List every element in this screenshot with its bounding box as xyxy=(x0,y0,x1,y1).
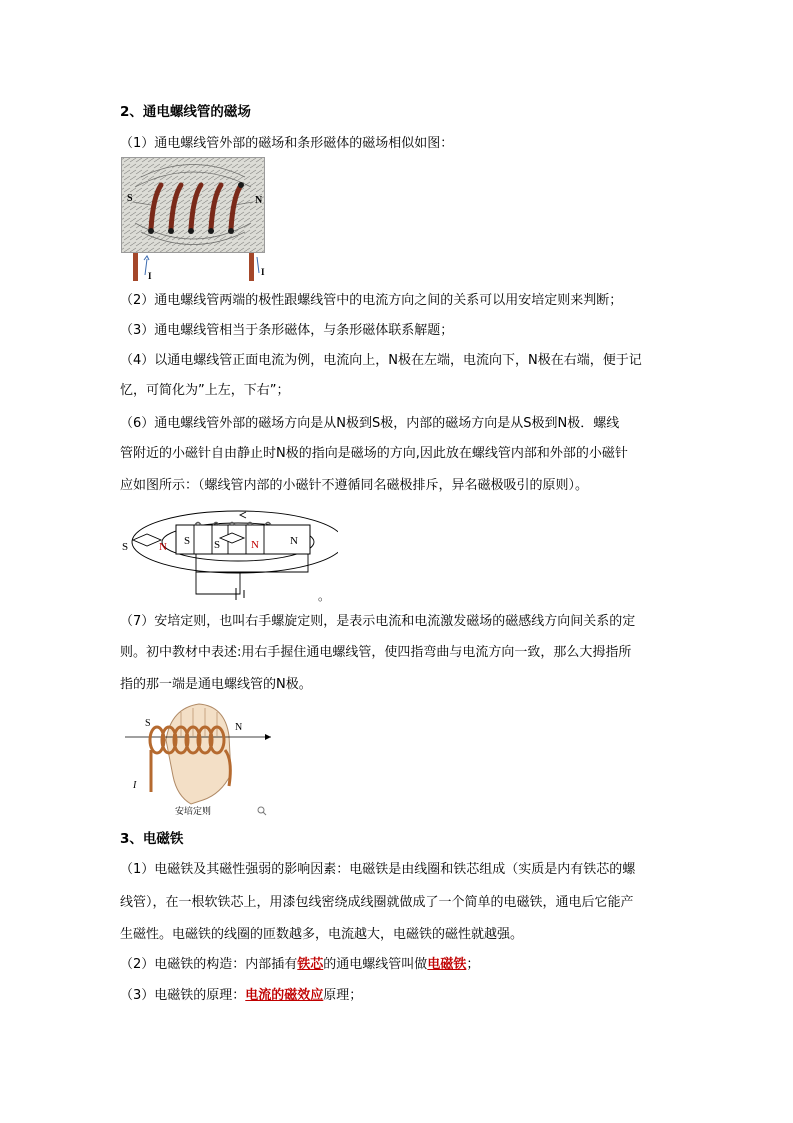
fig3-caption: 安培定则 xyxy=(175,807,212,817)
fig2-bar-right: N xyxy=(290,535,298,547)
fig3-label-s: S xyxy=(145,718,151,729)
paragraph-2-7-line3: 指的那一端是通电螺线管的N极。 xyxy=(120,677,312,692)
paragraph-3-1-line1: （1）电磁铁及其磁性强弱的影响因素：电磁铁是由线圈和铁芯组成（实质是内有铁芯的螺 xyxy=(120,862,636,877)
p3-2-suffix: ； xyxy=(466,957,480,972)
term-electromagnet: 电磁铁 xyxy=(427,957,467,972)
paragraph-3-1-line3: 生磁性。电磁铁的线圈的匝数越多，电流越大，电磁铁的磁性就越强。 xyxy=(120,927,524,942)
paragraph-2-6-line1: （6）通电螺线管外部的磁场方向是从N极到S极，内部的磁场方向是从S极到N极．螺线 xyxy=(120,416,620,431)
p3-3-prefix: （3）电磁铁的原理： xyxy=(120,988,246,1003)
paragraph-2-7-line1: （7）安培定则，也叫右手螺旋定则，是表示电流和电流激发磁场的磁感线方向间关系的定 xyxy=(120,614,636,629)
fig2-end-mark: 。 xyxy=(318,589,331,602)
paragraph-3-1-line2: 线管），在一根软铁芯上，用漆包线密绕成线圈就做成了一个简单的电磁铁，通电后它能产 xyxy=(120,895,634,910)
p3-2-prefix: （2）电磁铁的构造：内部插有 xyxy=(120,957,298,972)
paragraph-2-7-line2: 则。初中教材中表述:用右手握住通电螺线管，使四指弯曲与电流方向一致，那么大拇指所 xyxy=(120,645,632,660)
fig2-inner-n: N xyxy=(251,539,259,551)
p3-3-suffix: 原理； xyxy=(323,988,363,1003)
fig2-inner-s: S xyxy=(214,539,221,551)
fig2-bar-left: S xyxy=(184,535,191,547)
solenoid-compass-figure xyxy=(118,508,338,602)
fig1-label-i-right: I xyxy=(261,267,265,277)
solenoid-filings-figure xyxy=(121,157,266,282)
paragraph-2-4-line1: （4）以通电螺线管正面电流为例，电流向上，N极在左端，电流向下，N极在右端，便于记 xyxy=(120,353,642,368)
p3-2-mid: 的通电螺线管叫做 xyxy=(323,957,428,972)
paragraph-2-3: （3）通电螺线管相当于条形磁体，与条形磁体联系解题； xyxy=(120,323,454,338)
fig1-label-i-left: I xyxy=(148,271,152,281)
fig1-label-n: N xyxy=(255,195,263,206)
fig2-outer-n: N xyxy=(159,541,167,553)
section-heading-2: 2、通电螺线管的磁场 xyxy=(120,104,251,120)
paragraph-2-2: （2）通电螺线管两端的极性跟螺线管中的电流方向之间的关系可以用安培定则来判断； xyxy=(120,293,623,308)
section-heading-3: 3、电磁铁 xyxy=(120,831,184,847)
paragraph-3-3 xyxy=(120,988,680,1004)
fig1-label-s: S xyxy=(127,193,133,204)
paragraph-2-4-line2: 忆，可简化为”上左，下右”； xyxy=(120,383,290,398)
paragraph-2-6-line3: 应如图所示：（螺线管内部的小磁针不遵循同名磁极排斥，异名磁极吸引的原则）。 xyxy=(120,478,589,493)
term-magnetic-effect: 电流的磁效应 xyxy=(245,988,324,1003)
paragraph-2-6-line2: 管附近的小磁针自由静止时N极的指向是磁场的方向,因此放在螺线管内部和外部的小磁针 xyxy=(120,446,628,461)
paragraph-3-2 xyxy=(120,957,680,973)
fig2-outer-s: S xyxy=(122,541,129,553)
paragraph-2-1: （1）通电螺线管外部的磁场和条形磁体的磁场相似如图： xyxy=(120,136,454,151)
fig3-label-n: N xyxy=(235,722,243,733)
term-iron-core: 铁芯 xyxy=(297,957,324,972)
right-hand-rule-figure xyxy=(121,700,277,822)
fig3-label-i: I xyxy=(133,780,137,791)
